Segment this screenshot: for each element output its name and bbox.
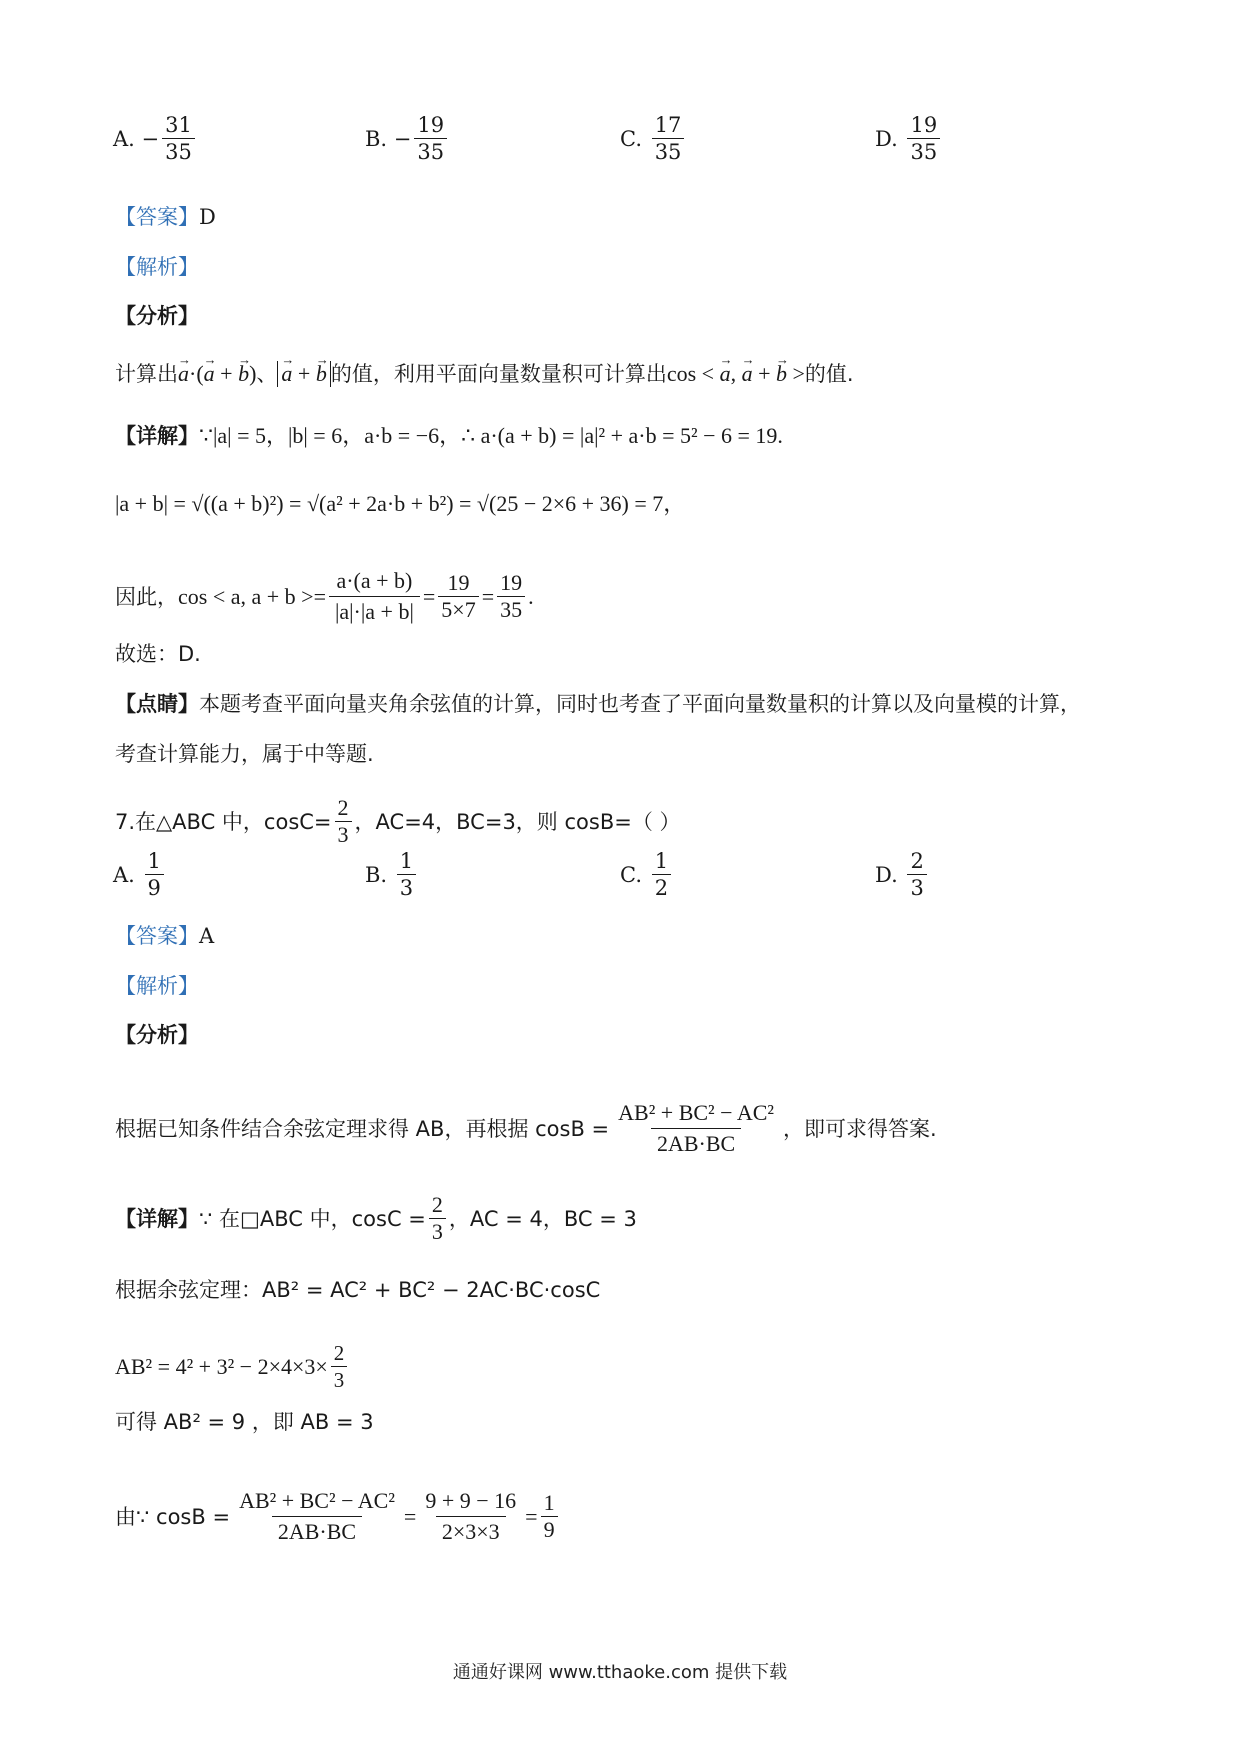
numerator: 2 bbox=[431, 1192, 443, 1217]
numerator: 1 bbox=[654, 849, 669, 873]
detail-expr: ∵|a| = 5，|b| = 6，a·b = −6，∴ a·(a + b) = |a|² + a·b = 5² − 6 = 19. bbox=[199, 423, 783, 448]
option-label: A. bbox=[113, 862, 135, 887]
option-label: C. bbox=[620, 126, 642, 151]
q7-result-line bbox=[115, 1408, 374, 1436]
denominator: 9 bbox=[145, 874, 164, 901]
q6-detail-line-1 bbox=[115, 422, 783, 450]
option-label: B. bbox=[365, 126, 388, 151]
q6-comment-line-1 bbox=[115, 690, 1081, 718]
numerator: AB² + BC² − AC² bbox=[239, 1488, 395, 1513]
option-label: D. bbox=[875, 126, 898, 151]
q6-detail-line-3: 因此， cos < a, a + b >= $\frac{a\cdot(a + b)}{|a|\cdot|a + b|}$ = $\frac{19}{5\times 7}$ = $\frac{19}{35}$ . bbox=[115, 566, 534, 627]
fenxi-pre: 根据已知条件结合余弦定理求得 AB，再根据 cosB = bbox=[115, 1116, 610, 1141]
option-fraction bbox=[162, 112, 195, 165]
denominator: 35 bbox=[162, 138, 195, 165]
stem-post: ，AC=4，BC=3，则 cosB=（ ） bbox=[354, 809, 681, 834]
final-fraction-2 bbox=[419, 1486, 522, 1547]
q7-final-line: 由∵ cosB = $\frac{\text{AB² + BC² − AC²}}{2AB\cdot BC}$ = $\frac{9 + 9 - 16}{2\times 3\times 3}$ = $\frac{1}{9}$ bbox=[115, 1486, 561, 1547]
q7-option-a bbox=[113, 848, 167, 901]
q6-detail-line-2 bbox=[115, 490, 685, 518]
detail-expr: |a + b| = √((a + b)²) = √(a² + 2a·b + b²) = √(25 − 2×6 + 36) = 7， bbox=[115, 491, 686, 516]
denominator: 2×3×3 bbox=[436, 1516, 506, 1547]
denominator: 3 bbox=[429, 1218, 446, 1245]
analysis-tag: 【解析】 bbox=[115, 255, 199, 279]
numerator: 1 bbox=[543, 1490, 555, 1515]
detail-pre: 因此， bbox=[115, 584, 178, 609]
q7-calc-line bbox=[115, 1340, 350, 1393]
denominator: |a|·|a + b| bbox=[329, 596, 420, 627]
option-fraction bbox=[397, 848, 416, 901]
q7-analysis-tag-line bbox=[115, 972, 199, 1000]
option-fraction bbox=[907, 112, 940, 165]
final-pre: 由∵ cosB = bbox=[115, 1504, 231, 1529]
calc-pre: AB² = 4² + 3² − 2×4×3× bbox=[115, 1353, 328, 1379]
q7-detail-line bbox=[115, 1192, 637, 1245]
denominator: 3 bbox=[335, 821, 352, 848]
q6-option-b bbox=[365, 112, 450, 165]
analysis-tag: 【解析】 bbox=[115, 974, 199, 998]
numerator: 19 bbox=[500, 570, 523, 595]
q7-answer-line bbox=[115, 922, 214, 950]
numerator: 19 bbox=[910, 113, 938, 137]
comment-text: 考查计算能力，属于中等题. bbox=[115, 742, 374, 766]
denominator: 3 bbox=[331, 1366, 348, 1393]
numerator: 19 bbox=[417, 113, 445, 137]
answer-tag: 【答案】 bbox=[115, 205, 199, 229]
fenxi-expr-2: → a + → b bbox=[277, 361, 330, 387]
option-label: A. bbox=[113, 126, 135, 151]
denominator: 2AB·BC bbox=[272, 1516, 362, 1547]
q6-analysis-tag-line bbox=[115, 253, 199, 281]
fenxi-pre: 计算出 bbox=[115, 362, 178, 386]
option-label: D. bbox=[875, 862, 898, 887]
fenxi-mid-1: 、 bbox=[256, 362, 278, 386]
comment-tag: 【点睛】 bbox=[115, 692, 199, 716]
numerator: 17 bbox=[654, 113, 682, 137]
law-text: 根据余弦定理：AB² = AC² + BC² − 2AC·BC·cosC bbox=[115, 1278, 601, 1302]
detail-cos: cos < a, a + b >= bbox=[178, 583, 326, 609]
numerator: 1 bbox=[147, 849, 161, 873]
denominator: 35 bbox=[907, 138, 940, 165]
fenxi-fraction bbox=[612, 1098, 780, 1159]
option-fraction bbox=[145, 848, 164, 901]
numerator: 2 bbox=[333, 1341, 345, 1365]
detail-tag: 【详解】 bbox=[115, 424, 199, 448]
q7-fenxi-text bbox=[115, 1098, 937, 1159]
detail-tag: 【详解】 bbox=[115, 1206, 199, 1231]
option-fraction bbox=[414, 112, 447, 165]
q7-option-d bbox=[875, 848, 930, 901]
fenxi-end: 的值. bbox=[804, 362, 854, 386]
denominator: 9 bbox=[541, 1516, 558, 1543]
fenxi-expr-1: → a·(→ a + → b) bbox=[178, 360, 256, 388]
comment-text: 本题考查平面向量夹角余弦值的计算，同时也考查了平面向量数量积的计算以及向量模的计算， bbox=[199, 692, 1081, 716]
denominator: 3 bbox=[397, 874, 416, 901]
detail-fraction-1 bbox=[329, 566, 420, 627]
denominator: 35 bbox=[414, 138, 447, 165]
q6-option-c bbox=[620, 112, 687, 165]
result-text: 可得 AB² = 9 ，即 AB = 3 bbox=[115, 1410, 374, 1434]
final-fraction-1 bbox=[233, 1486, 401, 1547]
numerator: 2 bbox=[337, 795, 349, 820]
q7-fenxi-tag-line bbox=[115, 1021, 199, 1049]
final-fraction-3 bbox=[541, 1490, 558, 1543]
option-label: B. bbox=[365, 862, 388, 887]
q6-fenxi-tag-line bbox=[115, 302, 199, 330]
numerator: a·(a + b) bbox=[336, 568, 413, 593]
detail-fraction bbox=[429, 1192, 446, 1245]
answer-tag: 【答案】 bbox=[115, 924, 199, 948]
detail-post: ，AC = 4，BC = 3 bbox=[448, 1206, 637, 1231]
option-label: C. bbox=[620, 862, 642, 887]
option-fraction bbox=[907, 848, 926, 901]
numerator: 1 bbox=[399, 849, 414, 873]
fenxi-expr-3: cos < → a, → a + → b > bbox=[667, 360, 805, 388]
option-sign: − bbox=[393, 126, 412, 151]
numerator: 31 bbox=[165, 113, 192, 137]
denominator: 3 bbox=[907, 874, 926, 901]
q7-option-c bbox=[620, 848, 674, 901]
option-fraction bbox=[652, 848, 671, 901]
fenxi-mid-2: 的值，利用平面向量数量积可计算出 bbox=[330, 362, 667, 386]
denominator: 5×7 bbox=[438, 596, 478, 623]
answer-value: D bbox=[199, 205, 216, 229]
q6-comment-line-2 bbox=[115, 740, 374, 768]
numerator: 19 bbox=[447, 570, 470, 595]
detail-fraction-2 bbox=[438, 570, 478, 623]
denominator: 2 bbox=[652, 874, 671, 901]
option-sign: − bbox=[141, 126, 160, 151]
q6-choose-line bbox=[115, 640, 201, 668]
fenxi-tag: 【分析】 bbox=[115, 304, 199, 328]
denominator: 35 bbox=[652, 138, 685, 165]
page-footer: 通通好课网 www.tthaoke.com 提供下载 bbox=[452, 1662, 788, 1683]
numerator: AB² + BC² − AC² bbox=[618, 1100, 774, 1125]
q6-option-d bbox=[875, 112, 943, 165]
numerator: 9 + 9 − 16 bbox=[425, 1488, 517, 1513]
q6-answer-line bbox=[115, 203, 216, 231]
numerator: 2 bbox=[910, 849, 924, 873]
stem-fraction bbox=[335, 795, 352, 848]
fenxi-post: ，即可求得答案. bbox=[783, 1116, 937, 1141]
choose-text: 故选：D. bbox=[115, 642, 201, 666]
stem-pre: 7.在△ABC 中，cosC= bbox=[115, 809, 332, 834]
fenxi-tag: 【分析】 bbox=[115, 1023, 199, 1047]
q7-stem bbox=[115, 795, 681, 848]
calc-fraction bbox=[331, 1340, 348, 1393]
detail-fraction-3 bbox=[497, 570, 525, 623]
q6-fenxi-text bbox=[115, 360, 854, 388]
q6-option-a bbox=[113, 112, 198, 165]
option-fraction bbox=[652, 112, 685, 165]
q7-option-b bbox=[365, 848, 419, 901]
answer-value: A bbox=[199, 924, 215, 948]
denominator: 35 bbox=[497, 596, 525, 623]
q7-law-line bbox=[115, 1276, 600, 1304]
denominator: 2AB·BC bbox=[651, 1128, 741, 1159]
detail-pre: ∵ 在□ABC 中，cosC = bbox=[199, 1206, 426, 1231]
